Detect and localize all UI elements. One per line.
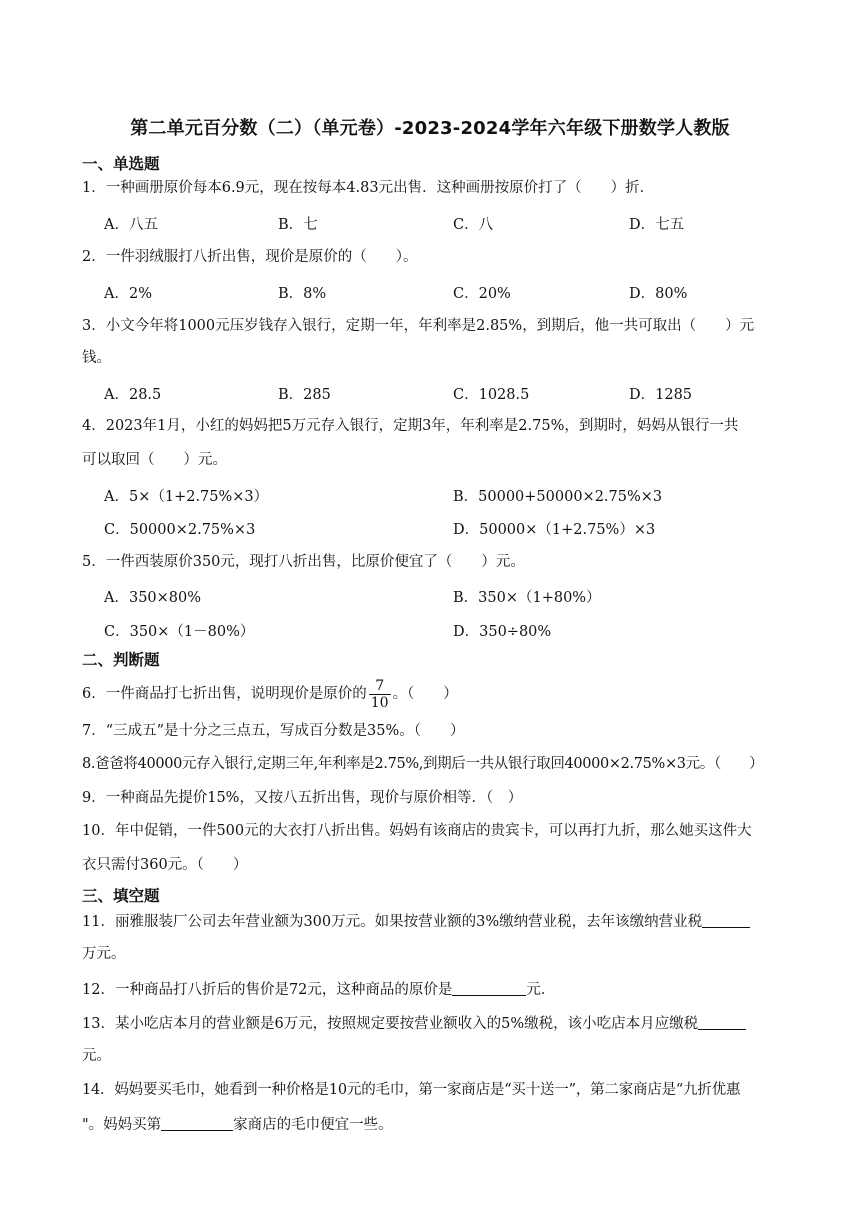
question-12 [82, 979, 812, 1000]
answer-blank[interactable] [702, 911, 750, 928]
question-4-text-line2: 可以取回（ ）元。 [82, 452, 227, 468]
question-8-text: 8.爸爸将40000元存入银行,定期三年,年利率是2.75%,到期后一共从银行取回40000×2.75%×3元。（ ） [82, 756, 764, 772]
q2-option-b: B．8% [278, 286, 327, 302]
question-12-text-before: 12．一种商品打八折后的售价是72元，这种商品的原价是 [82, 982, 453, 998]
question-6 [82, 674, 812, 714]
q2-option-a: A．2% [104, 286, 152, 302]
section-heading-fill-blank: 三、填空题 [82, 887, 160, 905]
q3-option-c: C．1028.5 [453, 387, 530, 403]
question-11-text: 11．丽雅服装厂公司去年营业额为300万元。如果按营业额的3%缴纳营业税，去年该缴纳营业税 [82, 914, 703, 930]
q4-option-d: D．50000×（1+2.75%）×3 [453, 522, 656, 538]
q1-option-a: A．八五 [104, 217, 158, 233]
q3-option-a: A．28.5 [104, 387, 162, 403]
q5-option-c: C．350×（1－80%） [104, 624, 255, 640]
answer-blank[interactable] [161, 1114, 233, 1131]
q4-option-b: B．50000+50000×2.75%×3 [453, 489, 663, 505]
fraction-seven-tenths [369, 678, 391, 711]
q2-option-c: C．20% [453, 286, 511, 302]
question-3-text-line1: 3．小文今年将1000元压岁钱存入银行，定期一年，年利率是2.85%，到期后，他一共可取出（ ）元 [82, 318, 755, 334]
q5-option-a: A．350×80% [104, 590, 202, 606]
question-6-text-before: 6．一件商品打七折出售，说明现价是原价的 [82, 686, 367, 702]
question-10-text-line1: 10．年中促销，一件500元的大衣打八折出售。妈妈有该商店的贵宾卡，可以再打九折，那么她买这件大 [82, 823, 752, 839]
question-13-line1 [82, 1013, 812, 1034]
fraction-denominator: 10 [370, 694, 389, 711]
q3-option-d: D．1285 [629, 387, 693, 403]
question-4-text-line1: 4．2023年1月，小红的妈妈把5万元存入银行，定期3年，年利率是2.75%，到期时，妈妈从银行一共 [82, 418, 739, 434]
q4-option-c: C．50000×2.75%×3 [104, 522, 256, 538]
question-10-text-line2: 衣只需付360元。（ ） [82, 857, 248, 873]
q1-option-d: D．七五 [629, 217, 685, 233]
question-13-text: 13．某小吃店本月的营业额是6万元，按照规定要按营业额收入的5%缴税，该小吃店本月应缴税 [82, 1016, 699, 1032]
answer-blank[interactable] [698, 1013, 746, 1030]
question-14-text-line1: 14．妈妈要买毛巾，她看到一种价格是10元的毛巾，第一家商店是“买十送一”，第二家商店是“九折优惠 [82, 1082, 741, 1098]
answer-blank[interactable] [452, 979, 526, 996]
question-7-text: 7．“三成五”是十分之三点五，写成百分数是35%。（ ） [82, 723, 465, 739]
page-title: 第二单元百分数（二）（单元卷）-2023-2024学年六年级下册数学人教版 [130, 118, 730, 139]
question-14-line2 [82, 1114, 812, 1135]
question-1-text: 1．一种画册原价每本6.9元，现在按每本4.83元出售．这种画册按原价打了（ ）折． [82, 180, 655, 196]
question-9-text: 9．一种商品先提价15%，又按八五折出售，现价与原价相等．（ ） [82, 790, 523, 806]
question-6-text-after: 。（ ） [392, 686, 458, 702]
question-11-text-line2: 万元。 [82, 946, 126, 962]
question-14-text-before: "。妈妈买第 [82, 1117, 162, 1133]
question-13-text-line2: 元。 [82, 1048, 111, 1064]
question-12-text-after: 元． [526, 982, 556, 998]
question-14-text-after: 家商店的毛巾便宜一些。 [233, 1117, 393, 1133]
q3-option-b: B．285 [278, 387, 331, 403]
question-5-text: 5．一件西装原价350元，现打八折出售，比原价便宜了（ ）元。 [82, 554, 525, 570]
section-heading-single-choice: 一、单选题 [82, 155, 160, 173]
fraction-numerator: 7 [369, 678, 391, 695]
q2-option-d: D．80% [629, 286, 688, 302]
q1-option-b: B．七 [278, 217, 318, 233]
section-heading-true-false: 二、判断题 [82, 651, 160, 669]
q5-option-b: B．350×（1+80%） [453, 590, 601, 606]
q1-option-c: C．八 [453, 217, 494, 233]
question-2-text: 2．一件羽绒服打八折出售，现价是原价的（ ）。 [82, 249, 418, 265]
question-11-line1 [82, 911, 812, 932]
question-3-text-line2: 钱。 [82, 350, 111, 366]
q5-option-d: D．350÷80% [453, 624, 552, 640]
q4-option-a: A．5×（1+2.75%×3） [104, 489, 269, 505]
